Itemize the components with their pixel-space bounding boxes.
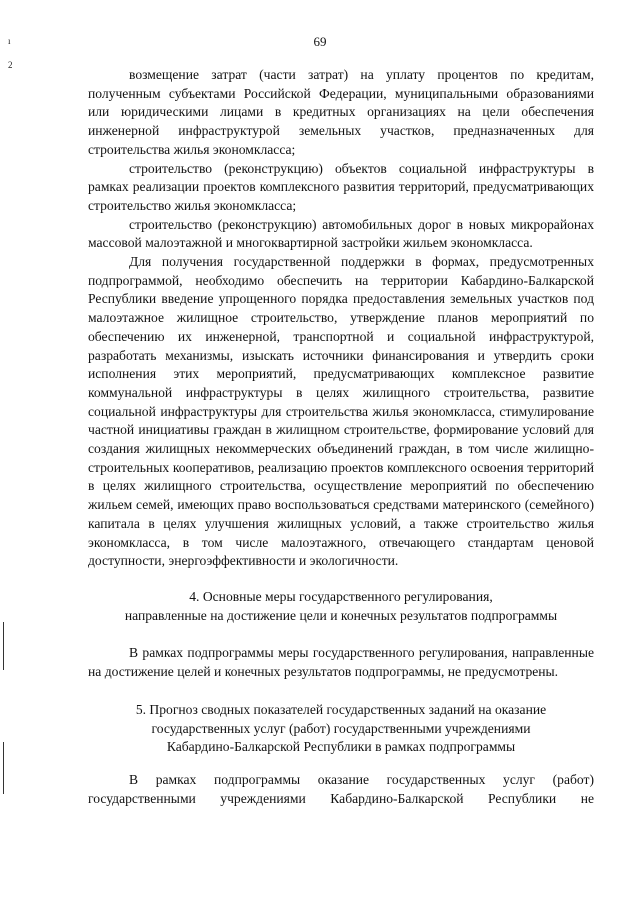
heading-line: 5. Прогноз сводных показателей государственных заданий на оказание xyxy=(135,701,547,717)
section-heading xyxy=(88,701,594,757)
section-heading xyxy=(88,588,594,625)
paragraph: возмещение затрат (части затрат) на уплату процентов по кредитам, полученным субъектами Российской Федерации, муниципальными образованиями или юридическими лицами в кредитных организациях на цели обеспечения инженерной инфраструктурой земельных участков, предназначенных для строительства жилья экономкласса; xyxy=(88,67,594,157)
heading-line: 4. Основные меры государственного регулирования, xyxy=(189,588,493,604)
margin-mark: ı xyxy=(8,36,11,46)
paragraph: В рамках подпрограммы меры государственного регулирования, направленные на достижение целей и конечных результатов подпрограммы, не предусмотрены. xyxy=(88,645,594,680)
margin-mark: 2 xyxy=(8,60,13,70)
page-number: 69 xyxy=(313,34,327,49)
paragraph: В рамках подпрограммы оказание государственных услуг (работ) государственными учреждениями Кабардино-Балкарской Республики не xyxy=(88,771,594,806)
paragraph: строительство (реконструкцию) объектов социальной инфраструктуры в рамках реализации проектов комплексного развития территорий, предусматривающих строительство жилья экономкласса; xyxy=(88,160,594,213)
paragraph: строительство (реконструкцию) автомобильных дорог в новых микрорайонах массовой малоэтажной и многоквартирной застройки жильем экономкласса. xyxy=(88,216,594,251)
heading-line: государственных услуг (работ) государственными учреждениями xyxy=(151,720,531,736)
scan-edge-line xyxy=(3,622,4,670)
document-body xyxy=(88,66,594,808)
scan-edge-line xyxy=(3,742,4,794)
paragraph: Для получения государственной поддержки в формах, предусмотренных подпрограммой, необходимо обеспечить на территории Кабардино-Балкарской Республики введение упрощенного порядка предоставления земельных участков под малоэтажное жилищное строительство, утверждение планов мероприятий по обеспечению их инженерной, транспортной и социальной инфраструктурой, разработать механизмы, изыскать источники финансирования и утвердить сроки исполнения этих мероприятий, предусматривающих комплексное развитие коммунальной инфраструктуры в целях жилищного строительства, развитие социальной инфраструктуры для строительства жилья экономкласса, стимулирование частной инициативы граждан в жилищном строительстве, формирование условий для создания жилищных некоммерческих объединений граждан, в том числе жилищно-строительных кооперативов, реализацию проектов комплексного освоения территорий в целях жилищного строительства, осуществление мероприятий по обеспечению жильем семей, имеющих право воспользоваться средствами материнского (семейного) капитала в целях улучшения жилищных условий, а также строительство жилья экономкласса, в том числе малоэтажного, отвечающего стандартам ценовой доступности, энергоэффективности и экологичности. xyxy=(88,254,594,569)
heading-line: направленные на достижение цели и конечных результатов подпрограммы xyxy=(124,607,558,623)
heading-line: Кабардино-Балкарской Республики в рамках подпрограммы xyxy=(166,739,516,755)
